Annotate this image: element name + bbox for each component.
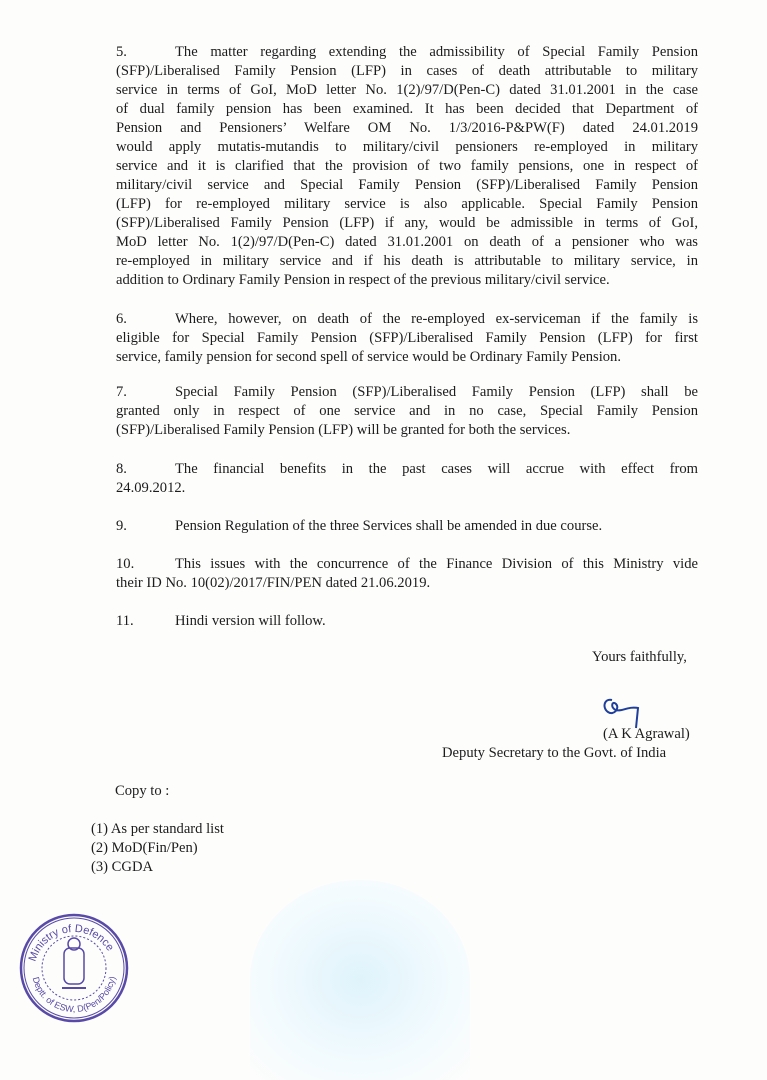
- paragraph-line: [116, 555, 698, 574]
- paragraph-number: 6.: [116, 311, 127, 327]
- paragraph-number: 11.: [116, 613, 134, 629]
- paragraph-number: 5.: [116, 44, 127, 60]
- paragraph-line: MoD letter No. 1(2)/97/D(Pen-C) dated 31.01.2001 on death of a pensioner who was: [116, 234, 698, 250]
- paragraph-11: [116, 612, 698, 631]
- paragraph-number: 7.: [116, 384, 127, 400]
- paragraph-line: of dual family pension has been examined. It has been decided that Department of: [116, 101, 698, 117]
- paragraph-line: 24.09.2012.: [116, 480, 186, 496]
- paragraph-line: (LFP) for re-employed military service is also applicable. Special Family Pension: [116, 196, 698, 212]
- paragraph-6: [116, 310, 698, 367]
- paragraph-line: Pension and Pensioners’ Welfare OM No. 1/3/2016-P&PW(F) dated 24.01.2019: [116, 120, 698, 136]
- paragraph-line: their ID No. 10(02)/2017/FIN/PEN dated 21.06.2019.: [116, 575, 431, 591]
- paragraph-line: (SFP)/Liberalised Family Pension (LFP) if any, would be admissible in terms of GoI,: [116, 215, 698, 231]
- svg-text:Ministry of Defence: Ministry of Defence: [26, 922, 117, 964]
- paragraph-line: service and it is clarified that the provision of two family pensions, one in respect of: [116, 158, 698, 174]
- paragraph-text: Where, however, on death of the re-employed ex-serviceman if the family is: [175, 311, 698, 327]
- copy-item: (2) MoD(Fin/Pen): [91, 840, 198, 856]
- paragraph-5: [116, 43, 698, 290]
- paragraph-line: (SFP)/Liberalised Family Pension (LFP) in cases of death attributable to military: [116, 63, 698, 79]
- paragraph-line: [116, 43, 698, 62]
- scan-wash: [250, 880, 470, 1080]
- paragraph-text: The financial benefits in the past cases will accrue with effect from: [175, 461, 698, 477]
- signatory-name: (A K Agrawal): [603, 726, 690, 742]
- paragraph-text: Pension Regulation of the three Services shall be amended in due course.: [175, 518, 603, 534]
- paragraph-line: would apply mutatis-mutandis to military/civil pensioners re-employed in military: [116, 139, 698, 155]
- paragraph-text: Hindi version will follow.: [175, 613, 326, 629]
- paragraph-7: [116, 383, 698, 440]
- paragraph-line: service in terms of GoI, MoD letter No. 1(2)/97/D(Pen-C) dated 31.01.2001 in the case: [116, 82, 698, 98]
- paragraph-number: 9.: [116, 518, 127, 534]
- paragraph-number: 10.: [116, 556, 135, 572]
- paragraph-text: Special Family Pension (SFP)/Liberalised Family Pension (LFP) shall be: [175, 384, 698, 400]
- paragraph-line: military/civil service and Special Family Pension (SFP)/Liberalised Family Pension: [116, 177, 698, 193]
- paragraph-line: [116, 383, 698, 402]
- copy-to-heading: Copy to :: [115, 783, 170, 799]
- paragraph-line: addition to Ordinary Family Pension in respect of the previous military/civil service.: [116, 272, 610, 288]
- copy-item: (1) As per standard list: [91, 821, 224, 837]
- closing: Yours faithfully,: [592, 649, 687, 665]
- paragraph-line: [116, 310, 698, 329]
- paragraph-line: [116, 517, 698, 536]
- paragraph-line: service, family pension for second spell of service would be Ordinary Family Pension.: [116, 349, 621, 365]
- paragraph-line: (SFP)/Liberalised Family Pension (LFP) will be granted for both the services.: [116, 422, 571, 438]
- signatory-designation: Deputy Secretary to the Govt. of India: [442, 745, 667, 761]
- paragraph-line: [116, 460, 698, 479]
- svg-text:Deptt. of ESW, D(Pen/Policy): Deptt. of ESW, D(Pen/Policy): [30, 975, 118, 1015]
- paragraph-number: 8.: [116, 461, 127, 477]
- paragraph-line: eligible for Special Family Pension (SFP)/Liberalised Family Pension (LFP) for first: [116, 330, 698, 346]
- ministry-stamp-icon: [18, 912, 130, 1024]
- paragraph-line: granted only in respect of one service and in no case, Special Family Pension: [116, 403, 698, 419]
- paragraph-8: [116, 460, 698, 498]
- paragraph-text: This issues with the concurrence of the Finance Division of this Ministry vide: [175, 556, 698, 572]
- paragraph-text: The matter regarding extending the admissibility of Special Family Pension: [175, 44, 698, 60]
- paragraph-line: [116, 612, 698, 631]
- paragraph-9: [116, 517, 698, 536]
- paragraph-line: re-employed in military service and if his death is attributable to military service, in: [116, 253, 698, 269]
- copy-item: (3) CGDA: [91, 859, 154, 875]
- paragraph-10: [116, 555, 698, 593]
